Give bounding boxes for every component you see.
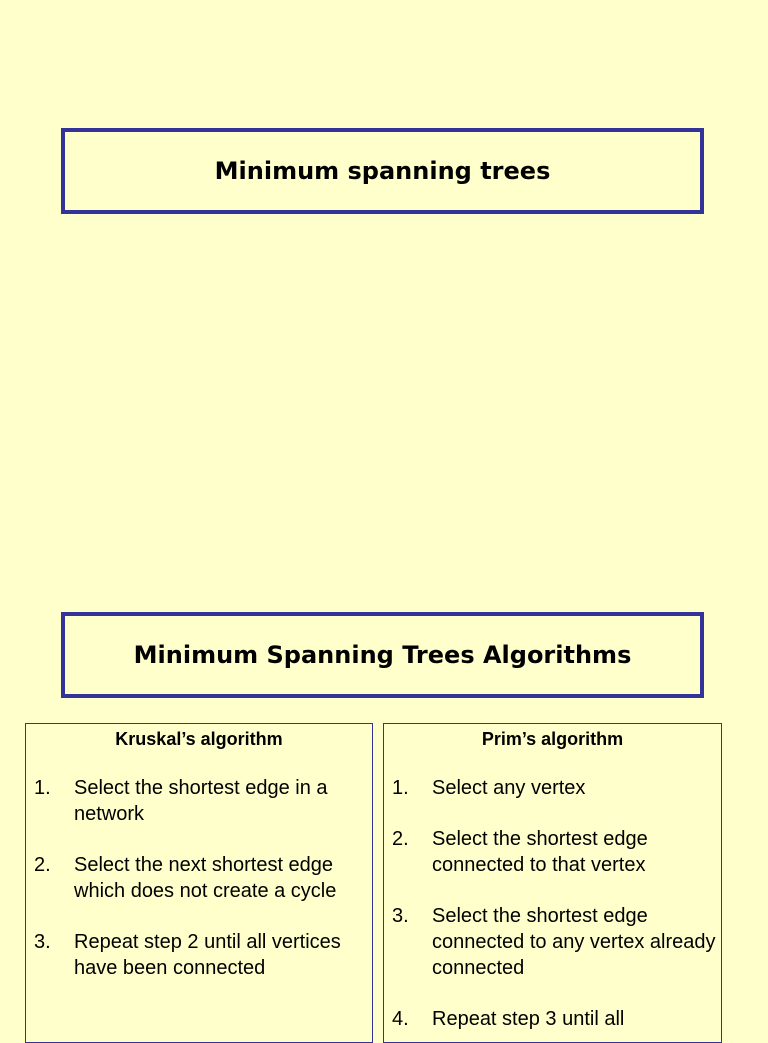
step-text: Select the shortest edge in a network [74, 777, 328, 825]
slide-title-box [61, 128, 704, 214]
prim-heading: Prim’s algorithm [481, 729, 624, 749]
prim-step [384, 1006, 721, 1032]
prim-algorithm-box [383, 723, 722, 1043]
prim-steps-list [384, 775, 721, 1032]
step-number: 4. [392, 1008, 409, 1030]
step-number: 2. [392, 828, 409, 850]
step-number: 1. [34, 777, 51, 799]
step-text: Repeat step 2 until all vertices have been connected [74, 931, 341, 979]
step-text: Repeat step 3 until all [432, 1008, 625, 1030]
step-number: 2. [34, 854, 51, 876]
slide-title: Minimum spanning trees [214, 157, 551, 185]
step-text: Select the next shortest edge which does not create a cycle [74, 854, 337, 902]
step-number: 3. [34, 931, 51, 953]
kruskal-algorithm-box [25, 723, 373, 1043]
step-text: Select the shortest edge connected to any vertex already connected [432, 905, 716, 979]
prim-step [384, 775, 721, 801]
kruskal-step [26, 775, 372, 827]
prim-step [384, 826, 721, 878]
step-number: 3. [392, 905, 409, 927]
algorithms-title-box [61, 612, 704, 698]
algorithms-title: Minimum Spanning Trees Algorithms [133, 641, 632, 669]
kruskal-step [26, 852, 372, 904]
kruskal-heading: Kruskal’s algorithm [115, 729, 283, 749]
prim-step [384, 903, 721, 981]
kruskal-step [26, 929, 372, 981]
step-number: 1. [392, 777, 409, 799]
kruskal-steps-list [26, 775, 372, 981]
step-text: Select the shortest edge connected to that vertex [432, 828, 648, 876]
step-text: Select any vertex [432, 777, 586, 799]
